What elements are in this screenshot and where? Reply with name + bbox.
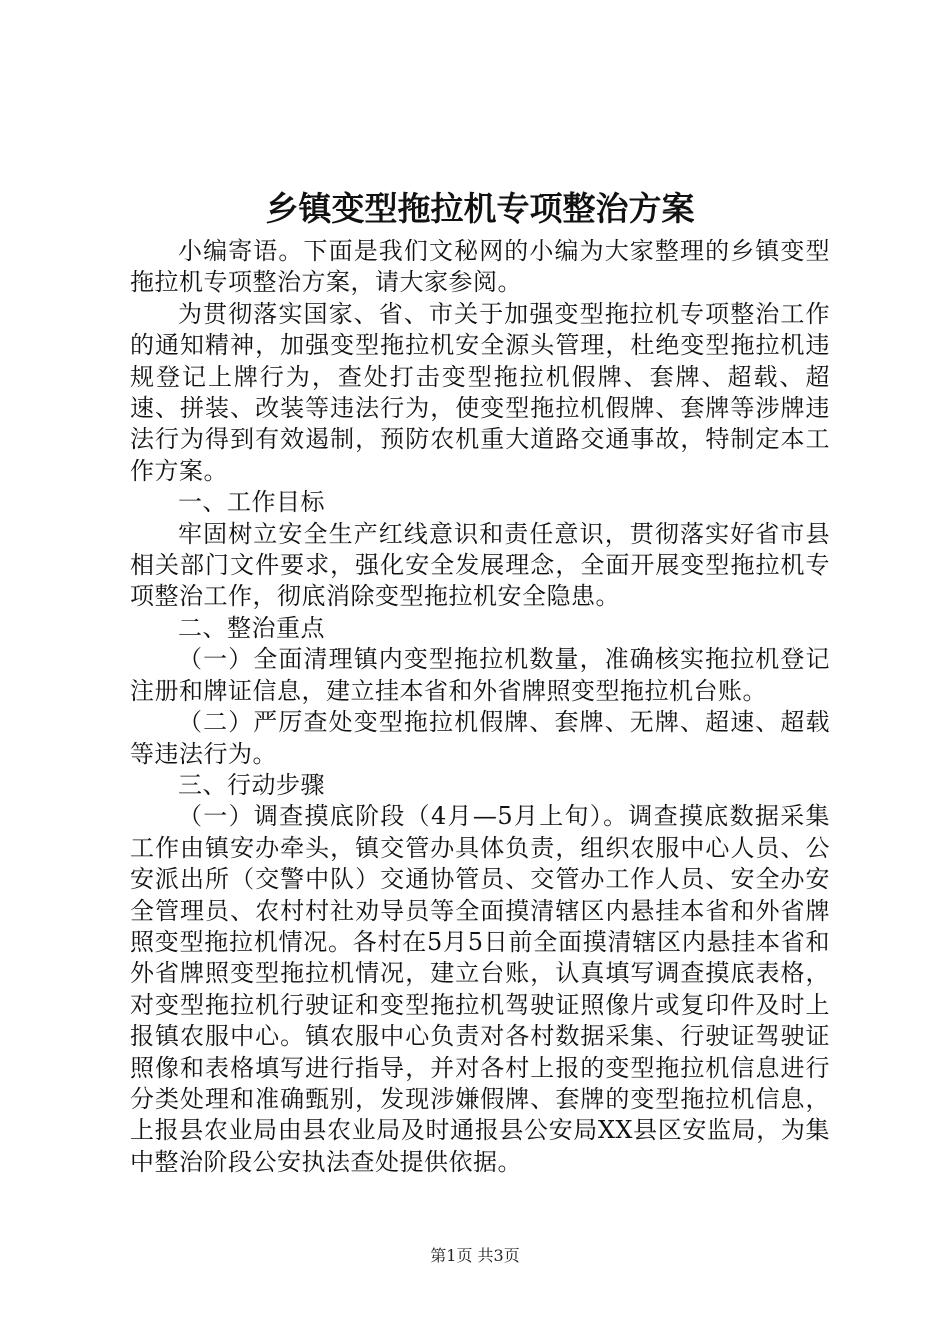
page-number-footer: 第1页 共3页 [430,1246,520,1265]
section-heading-steps: 三、行动步骤 [178,770,325,799]
purpose-paragraph: 为贯彻落实国家、省、市关于加强变型拖拉机专项整治工作的通知精神，加强变型拖拉机安全源头管理，杜绝变型拖拉机违规登记上牌行为，查处打击变型拖拉机假牌、套牌、超载、超速、拼装、改装等违法行为，使变型拖拉机假牌、套牌等涉牌违法行为得到有效遏制，预防农机重大道路交通事故，特制定本工作方案。 [130,299,830,485]
document-title: 乡镇变型拖拉机专项整治方案 [265,189,695,228]
intro-paragraph: 小编寄语。下面是我们文秘网的小编为大家整理的乡镇变型拖拉机专项整治方案，请大家参阅。 [130,237,830,297]
document-page [130,182,830,1178]
goals-paragraph: 牢固树立安全生产红线意识和责任意识，贯彻落实好省市县相关部门文件要求，强化安全发展理念，全面开展变型拖拉机专项整治工作，彻底消除变型拖拉机安全隐患。 [130,519,830,611]
section-heading-focus: 二、整治重点 [178,613,325,642]
steps-item-1: （一）调查摸底阶段（4月—5月上旬）。调查摸底数据采集工作由镇安办牵头，镇交管办具体负责，组织农服中心人员、公安派出所（交警中队）交通协管员、交管办工作人员、安全办安全管理员、农村村社劝导员等全面摸清辖区内悬挂本省和外省牌照变型拖拉机情况。各村在5月5日前全面摸清辖区内悬挂本省和外省牌照变型拖拉机情况，建立台账，认真填写调查摸底表格，对变型拖拉机行驶证和变型拖拉机驾驶证照像片或复印件及时上报镇农服中心。镇农服中心负责对各村数据采集、行驶证驾驶证照像和表格填写进行指导，并对各村上报的变型拖拉机信息进行分类处理和准确甄别，发现涉嫌假牌、套牌的变型拖拉机信息，上报县农业局由县农业局及时通报县公安局XX县区安监局，为集中整治阶段公安执法查处提供依据。 [130,802,830,1176]
section-heading-goals: 一、工作目标 [178,488,325,517]
focus-item-1: （一）全面清理镇内变型拖拉机数量，准确核实拖拉机登记注册和牌证信息，建立挂本省和外省牌照变型拖拉机台账。 [130,645,830,705]
focus-item-2: （二）严厉查处变型拖拉机假牌、套牌、无牌、超速、超载等违法行为。 [130,708,830,768]
